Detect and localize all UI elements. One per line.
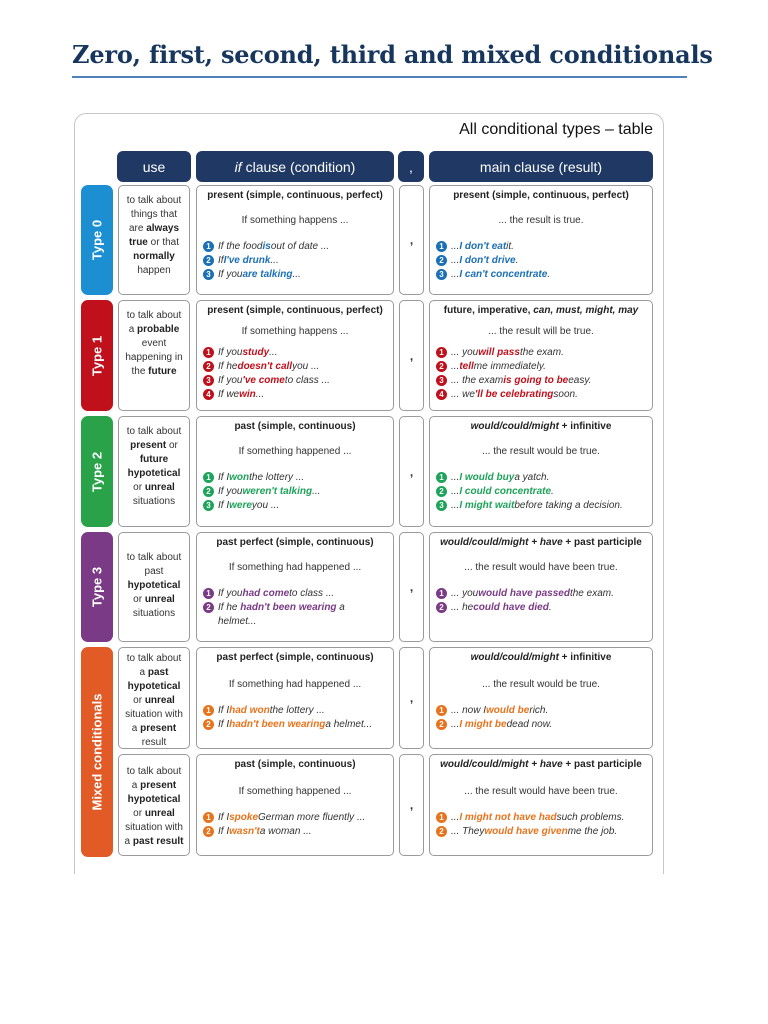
example: 2 If I've drunk ... (203, 254, 393, 268)
example: 2 ... tell me immediately. (436, 360, 652, 374)
mixed-a-use: to talk about a past hypotetical or unreal situation with a present result (118, 647, 190, 749)
example: 4 If we win ... (203, 388, 393, 402)
example: 1 If I won the lottery ... (203, 471, 393, 485)
page-title: Zero, first, second, third and mixed conditionals (72, 40, 713, 69)
example: 2 ... They would have given me the job. (436, 825, 652, 839)
type-1-label: Type 1 (81, 300, 113, 411)
header-comma: , (398, 151, 424, 182)
type-0-label: Type 0 (81, 185, 113, 295)
header-use: use (117, 151, 191, 182)
title-underline (72, 76, 687, 78)
type-3-if-clause: past perfect (simple, continuous) If something had happened ... 1 If you had come to class ... 2 If he hadn't been wearing a helmet... (196, 532, 394, 642)
example: 3 ... I might wait before taking a decision. (436, 499, 652, 513)
example: 1 If I had won the lottery ... (203, 704, 393, 718)
example: 2 ... I could concentrate . (436, 485, 652, 499)
type-3-label: Type 3 (81, 532, 113, 642)
header-if-clause: if clause (condition) (196, 151, 394, 182)
example: 3 ... the exam is going to be easy. (436, 374, 652, 388)
example: 2 If I hadn't been wearing a helmet... (203, 718, 393, 732)
example: 1 ... I might not have had such problems. (436, 811, 652, 825)
example: 1 If I spoke German more fluently ... (203, 811, 393, 825)
mixed-b-if-clause: past (simple, continuous) If something happened ... 1 If I spoke German more fluently ... 2 If I wasn't a woman ... (196, 754, 394, 856)
example: 3 If I were you ... (203, 499, 393, 513)
example: 2 ... I don't drive . (436, 254, 652, 268)
example: 1 If the food is out of date ... (203, 240, 393, 254)
mixed-b-use: to talk about a present hypotetical or unreal situation with a past result (118, 754, 190, 856)
example: 1 ... you would have passed the exam. (436, 587, 652, 601)
type-1-use: to talk about a probable event happening in the future (118, 300, 190, 411)
type-0-comma: , (399, 185, 424, 295)
type-3-comma: , (399, 532, 424, 642)
example: 2 If he hadn't been wearing a helmet... (203, 601, 393, 629)
example: 2 ... he could have died . (436, 601, 652, 615)
example: 2 ... I might be dead now. (436, 718, 652, 732)
mixed-b-comma: , (399, 754, 424, 856)
example: 3 ... I can't concentrate . (436, 268, 652, 282)
type-2-main-clause: would/could/might + infinitive ... the result would be true. 1 ... I would buy a yatch. 2 ... I could concentrate . 3 ... I might wait before taking a decision. (429, 416, 653, 527)
table-title: All conditional types – table (459, 121, 653, 138)
example: 2 If I wasn't a woman ... (203, 825, 393, 839)
mixed-a-if-clause: past perfect (simple, continuous) If something had happened ... 1 If I had won the lottery ... 2 If I hadn't been wearing a helmet... (196, 647, 394, 749)
type-3-use: to talk about past hypotetical or unreal situations (118, 532, 190, 642)
example: 1 ... I would buy a yatch. (436, 471, 652, 485)
conditionals-table (74, 113, 664, 874)
type-1-main-clause: future, imperative, can, must, might, may ... the result will be true. 1 ... you will pass the exam. 2 ... tell me immediately. 3 ... the exam is going to be easy. 4 ... we 'll be celebrating soon. (429, 300, 653, 411)
example: 1 ... now I would be rich. (436, 704, 652, 718)
type-1-if-clause: present (simple, continuous, perfect) If something happens ... 1 If you study ... 2 If he doesn't call you ... 3 If you 've come to class ... 4 If we win ... (196, 300, 394, 411)
type-0-use: to talk about things that are always true or that normally happen (118, 185, 190, 295)
type-2-if-clause: past (simple, continuous) If something happened ... 1 If I won the lottery ... 2 If you weren't talking ... 3 If I were you ... (196, 416, 394, 527)
type-2-comma: , (399, 416, 424, 527)
mixed-b-main-clause: would/could/might + have + past participle ... the result would have been true. 1 ... I might not have had such problems. 2 ... They would have given me the job. (429, 754, 653, 856)
example: 4 ... we 'll be celebrating soon. (436, 388, 652, 402)
header-main-clause: main clause (result) (429, 151, 653, 182)
type-1-comma: , (399, 300, 424, 411)
example: 1 ... you will pass the exam. (436, 346, 652, 360)
example: 2 If he doesn't call you ... (203, 360, 393, 374)
example: 1 If you had come to class ... (203, 587, 393, 601)
type-3-main-clause: would/could/might + have + past participle ... the result would have been true. 1 ... you would have passed the exam. 2 ... he could have died . (429, 532, 653, 642)
example: 3 If you 've come to class ... (203, 374, 393, 388)
type-0-if-clause: present (simple, continuous, perfect) If something happens ... 1 If the food is out of date ... 2 If I've drunk ... 3 If you are talking ... (196, 185, 394, 295)
type-2-use: to talk about present or future hypotetical or unreal situations (118, 416, 190, 527)
mixed-conditionals-label: Mixed conditionals (81, 647, 113, 857)
mixed-a-main-clause: would/could/might + infinitive ... the result would be true. 1 ... now I would be rich. 2 ... I might be dead now. (429, 647, 653, 749)
example: 1 ... I don't eat it. (436, 240, 652, 254)
type-0-main-clause: present (simple, continuous, perfect) ... the result is true. 1 ... I don't eat it. 2 ... I don't drive . 3 ... I can't concentrate . (429, 185, 653, 295)
type-2-label: Type 2 (81, 416, 113, 527)
example: 3 If you are talking ... (203, 268, 393, 282)
example: 1 If you study ... (203, 346, 393, 360)
mixed-a-comma: , (399, 647, 424, 749)
example: 2 If you weren't talking ... (203, 485, 393, 499)
